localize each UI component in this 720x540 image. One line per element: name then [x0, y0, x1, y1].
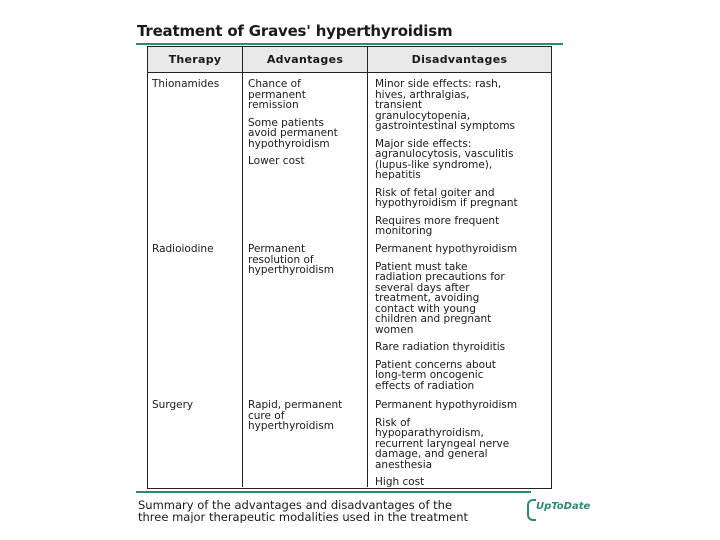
list-item: High cost [375, 476, 425, 488]
caption-line: three major therapeutic modalities used in the treatment [138, 510, 469, 523]
list-item: Patient concerns about long-term oncogenic effects of radiation [375, 358, 496, 392]
page-title: Treatment of Graves' hyperthyroidism [137, 22, 453, 40]
table-header [148, 46, 551, 73]
header-advantages: Advantages [266, 53, 344, 66]
list-item: Permanent resolution of hyperthyroidism [248, 243, 335, 276]
list-item: Permanent hypothyroidism [375, 243, 518, 255]
top-rule [136, 43, 563, 45]
therapy-cell: Surgery [152, 399, 194, 411]
figure-caption [138, 499, 538, 523]
header-therapy: Therapy [168, 53, 222, 66]
list-item: Some patients avoid permanent hypothyroidism [248, 116, 338, 150]
list-item: Requires more frequent monitoring [375, 214, 500, 237]
list-item: Lower cost [248, 155, 305, 167]
disadvantages-cell [375, 400, 517, 495]
list-item: Minor side effects: rash, hives, arthralgias, transient granulocytopenia, gastrointestinal symptoms [375, 78, 516, 132]
list-item: Risk of fetal goiter and hypothyroidism if pregnant [375, 186, 518, 209]
logo-text: UpToDate [536, 501, 591, 512]
column-divider [367, 46, 368, 487]
disadvantages-cell [375, 244, 517, 398]
column-divider [242, 46, 243, 487]
advantages-cell [248, 400, 342, 439]
list-item: Patient must take radiation precautions for several days after treatment, avoiding contact with young children and pregnant women [375, 260, 505, 336]
list-item: Major side effects: agranulocytosis, vasculitis (lupus-like syndrome), hepatitis [375, 137, 514, 181]
list-item: Rapid, permanent cure of hyperthyroidism [248, 399, 343, 432]
list-item: Risk of hypoparathyroidism, recurrent laryngeal nerve damage, and general anesthesia [375, 416, 510, 471]
advantages-cell [248, 244, 334, 283]
therapy-cell: Radioiodine [152, 243, 214, 255]
disadvantages-cell [375, 79, 518, 244]
advantages-cell [248, 79, 338, 174]
header-disadvantages: Disadvantages [411, 53, 508, 66]
treatment-table [147, 46, 552, 489]
logo-bracket-icon [527, 499, 536, 521]
list-item: Chance of permanent remission [248, 78, 306, 111]
caption-line: Summary of the advantages and disadvantages of the [138, 499, 453, 512]
list-item: Permanent hypothyroidism [375, 399, 518, 411]
list-item: Rare radiation thyroiditis [375, 341, 506, 353]
bottom-rule [136, 491, 531, 493]
therapy-cell: Thionamides [152, 78, 220, 90]
uptodate-logo [527, 497, 597, 521]
